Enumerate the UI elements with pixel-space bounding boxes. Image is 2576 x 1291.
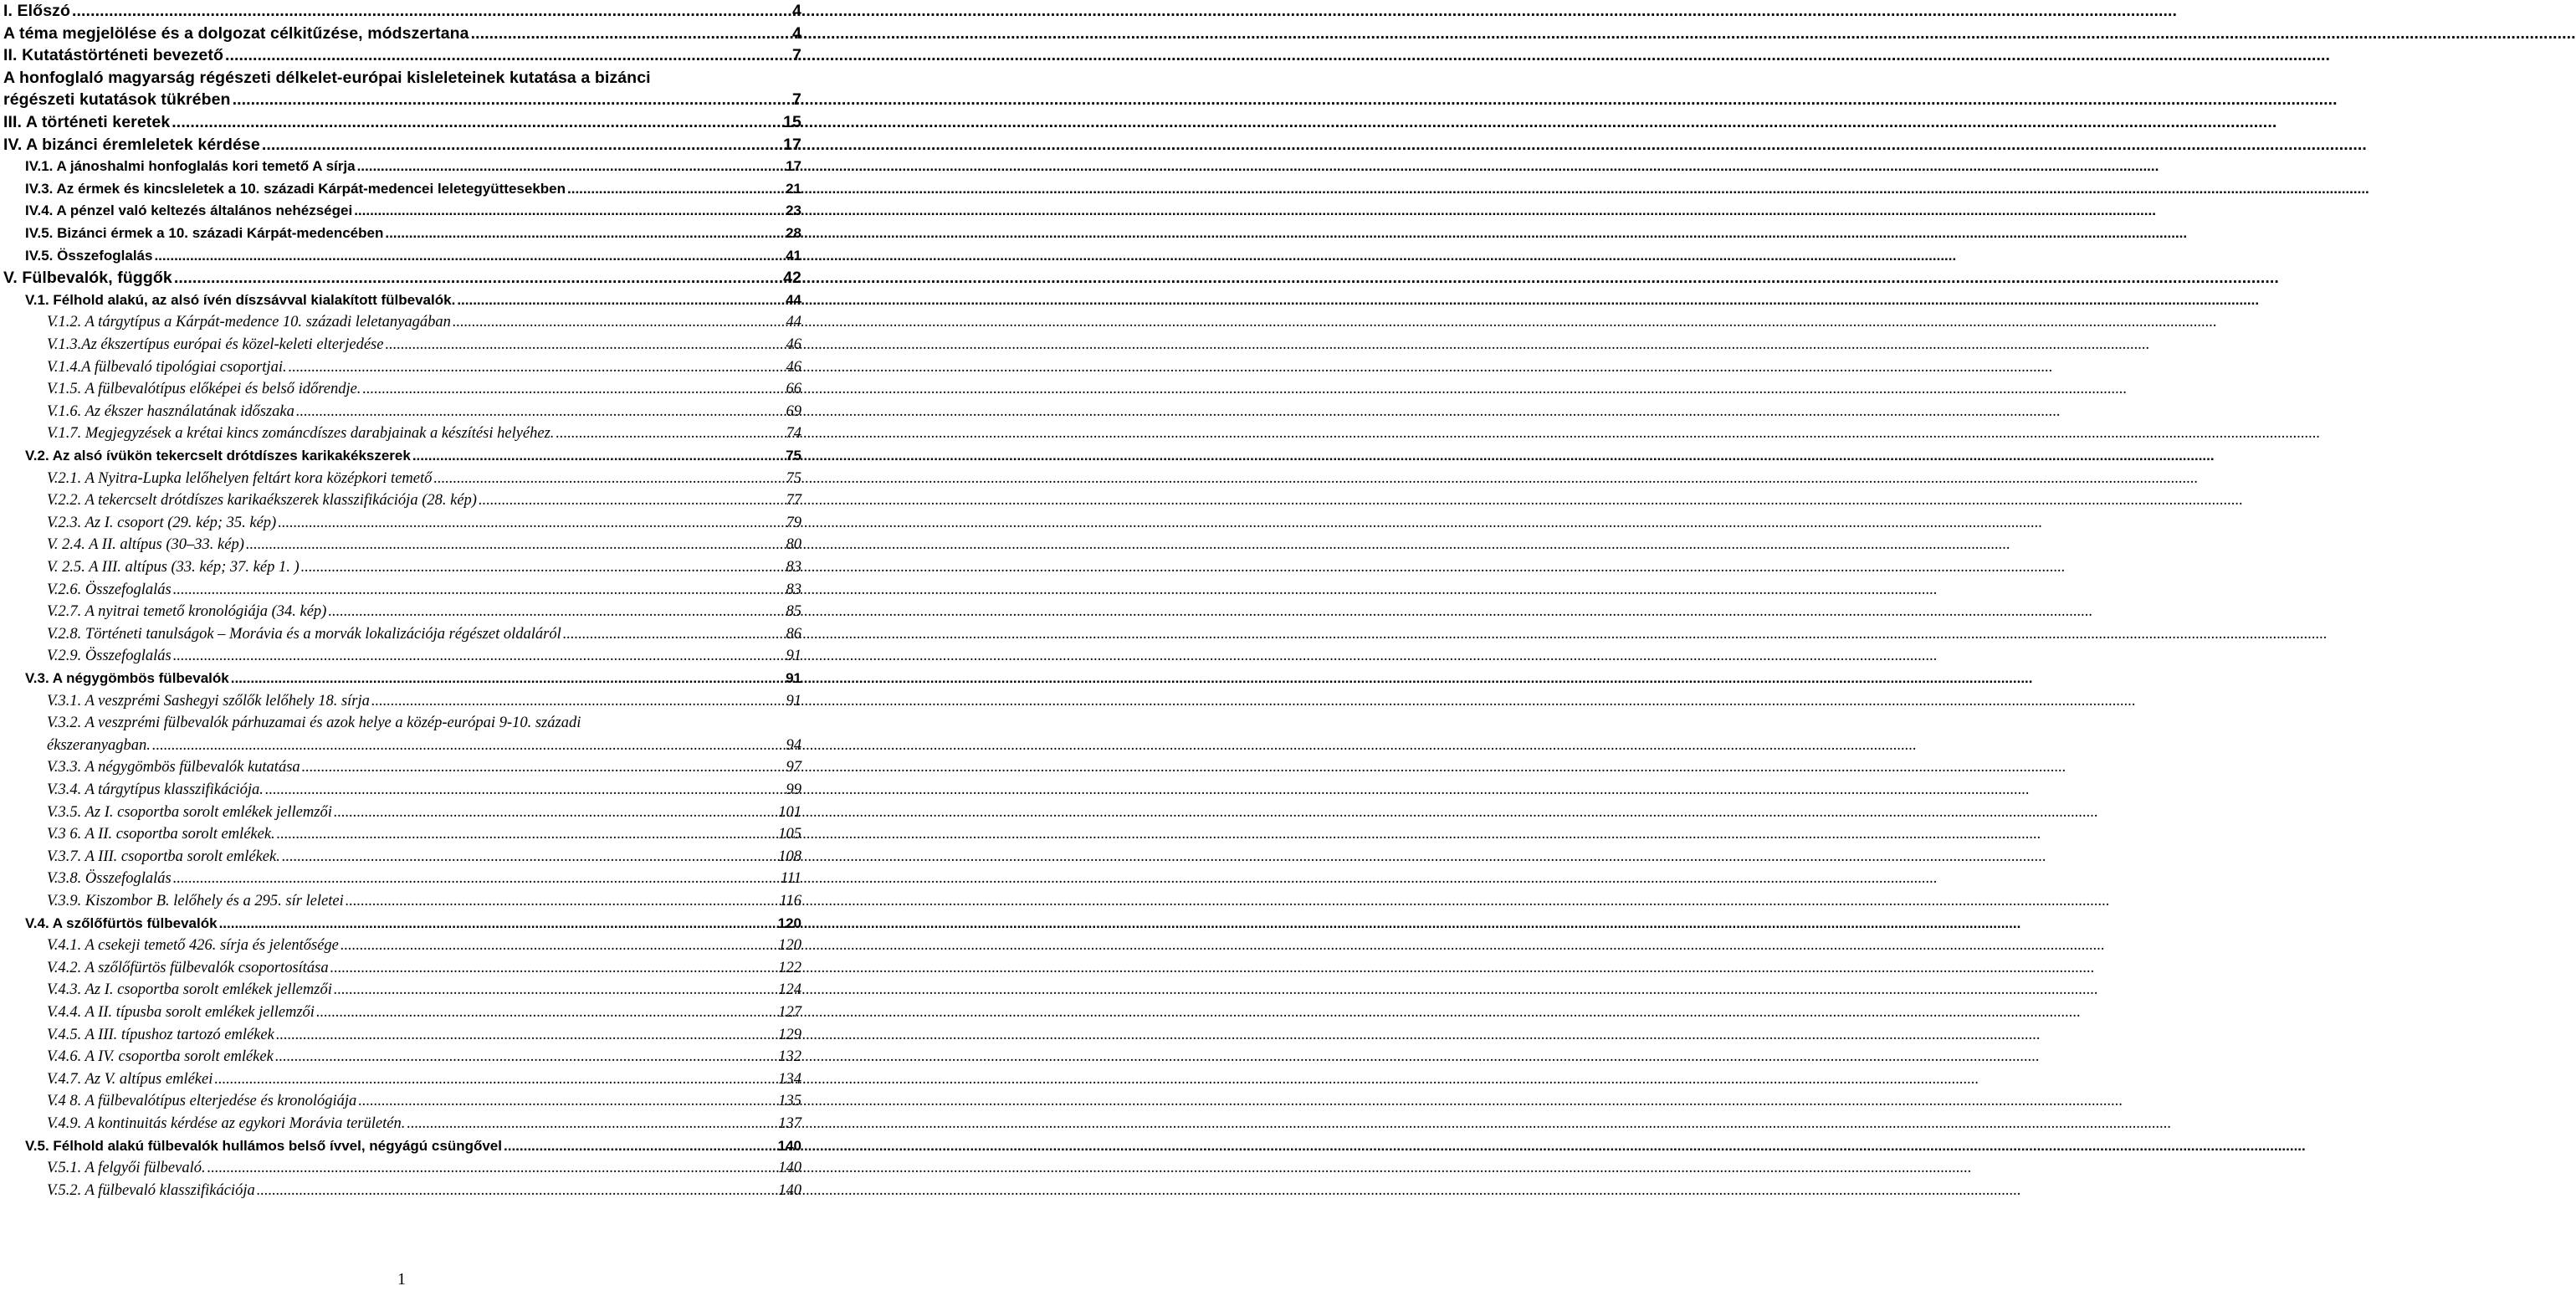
dot-leader (329, 959, 777, 977)
toc-entry[interactable] (0, 820, 803, 843)
toc-entry-title: III. A történeti keretek (3, 113, 171, 131)
toc-entry-page: 111 (780, 870, 801, 888)
toc-entry[interactable] (0, 464, 803, 488)
toc-entry[interactable] (0, 1043, 803, 1066)
dot-leader (502, 1137, 776, 1155)
toc-entry[interactable] (0, 530, 803, 554)
toc-entry[interactable] (0, 0, 803, 20)
toc-entry-page: 140 (777, 1137, 801, 1154)
toc-entry-page: 122 (778, 959, 801, 976)
toc-entry-page: 108 (778, 848, 801, 865)
dot-leader (276, 514, 784, 532)
toc-entry-title: V.4.4. A II. típusba sorolt emlékek jellemzői (47, 1004, 315, 1021)
toc-entry-title: A téma megjelölése és a dolgozat célkitűzése, módszertana (3, 23, 469, 43)
toc-entry-title: V.3.3. A négygömbös fülbevalók kutatása (47, 759, 300, 776)
toc-entry[interactable] (0, 1109, 803, 1133)
toc-entry-title: V.3.2. A veszprémi fülbevalók párhuzamai és azok helye a közép-európai 9-10. századi (47, 715, 581, 732)
toc-entry-title: V.1.4.A fülbevaló tipológiai csoportjai. (47, 358, 287, 376)
toc-entry-title-continuation: régészeti kutatások tükrében (3, 90, 231, 110)
dot-leader (218, 914, 776, 933)
dot-leader (213, 1070, 776, 1089)
toc-entry[interactable] (0, 175, 803, 198)
dot-leader (451, 313, 785, 331)
toc-entry[interactable] (0, 976, 803, 999)
toc-entry-page: 28 (786, 225, 801, 241)
toc-entry-title: V. Fülbevalók, függők (3, 269, 172, 288)
toc-entry-page: 41 (786, 247, 801, 264)
toc-entry-page: 127 (778, 1004, 801, 1021)
toc-entry[interactable] (0, 931, 803, 955)
toc-entry-title: IV. A bizánci éremleletek kérdése (3, 135, 260, 154)
toc-entry-title: V.3 6. A II. csoportba sorolt emlékek. (47, 826, 275, 843)
toc-entry-title: V.4.7. Az V. altípus emlékei (47, 1070, 213, 1088)
toc-entry-page: 4 (792, 23, 801, 43)
toc-entry-title: V.3.8. Összefoglalás (47, 870, 172, 888)
toc-entry[interactable] (0, 1021, 803, 1044)
toc-entry-page: 80 (786, 536, 801, 554)
toc-entry-title-continuation: ékszeranyagban. (47, 736, 151, 754)
toc-entry-page: 66 (786, 381, 801, 398)
toc-entry[interactable] (0, 1087, 803, 1110)
toc-entry-page: 46 (786, 358, 801, 376)
toc-entry[interactable] (0, 375, 803, 398)
toc-entry-page: 105 (778, 826, 801, 843)
toc-entry-page: 91 (786, 670, 801, 686)
toc-entry-title: V.2.6. Összefoglalás (47, 581, 172, 598)
toc-entry-page: 17 (786, 158, 801, 175)
toc-entry[interactable] (0, 776, 803, 799)
toc-entry[interactable] (0, 486, 803, 510)
toc-entry[interactable] (0, 286, 803, 310)
toc-entry[interactable] (0, 1132, 803, 1155)
toc-entry-page: 91 (786, 692, 801, 710)
toc-entry-page: 46 (786, 336, 801, 353)
toc-entry-title: V.3.5. Az I. csoportba sorolt emlékek jellemzői (47, 803, 332, 821)
dot-leader (356, 157, 785, 176)
toc-entry-title: I. Előszó (3, 2, 70, 20)
toc-entry-title: V.5.1. A felgyői fülbevaló. (47, 1160, 206, 1177)
toc-entry-page: 132 (778, 1048, 801, 1066)
toc-entry-page: 120 (777, 914, 801, 931)
toc-entry-page: 79 (786, 514, 801, 531)
toc-entry-title: V.4.5. A III. típushoz tartozó emlékek (47, 1026, 274, 1043)
toc-entry[interactable] (0, 308, 803, 331)
toc-entry-page: 7 (792, 46, 801, 65)
dot-leader (370, 692, 785, 710)
toc-entry-title: IV.4. A pénzel való keltezés általános nehézségei (25, 202, 353, 219)
toc-entry-page: 124 (778, 981, 801, 999)
toc-entry[interactable] (0, 553, 803, 576)
dot-leader (172, 869, 779, 888)
toc-entry-title: V.4.2. A szőlőfürtös fülbevalók csoportosítása (47, 959, 329, 976)
toc-entry-page: 17 (783, 135, 801, 154)
toc-entry-title: V.4.3. Az I. csoportba sorolt emlékek jellemzői (47, 981, 332, 999)
dot-leader (294, 402, 785, 421)
toc-entry-title: V.4. A szőlőfürtös fülbevalók (25, 914, 218, 931)
toc-entry-page: 85 (786, 603, 801, 621)
toc-entry-title: V.1.3.Az ékszertípus európai és közel-keleti elterjedése (47, 336, 384, 353)
toc-entry-title: V.3.4. A tárgytípus klasszifikációja. (47, 781, 264, 798)
dot-leader (172, 269, 781, 287)
toc-entry-page: 97 (786, 759, 801, 776)
toc-entry-page: 129 (778, 1026, 801, 1043)
toc-entry-title: V.3.9. Kiszombor B. lelőhely és a 295. sír leletei (47, 893, 344, 909)
toc-entry-title: IV.5. Összefoglalás (25, 247, 153, 264)
dot-leader (172, 581, 785, 599)
toc-entry[interactable] (0, 709, 803, 732)
dot-leader (477, 491, 785, 510)
dot-leader (152, 247, 784, 265)
toc-entry-title: V.1. Félhold alakú, az alsó ívén díszsávval kialakított fülbevalók. (25, 291, 456, 308)
toc-entry-title: V.1.7. Megjegyzések a krétai kincs zománcdíszes darabjainak a készítési helyéhez. (47, 425, 555, 443)
toc-entry-page: 86 (786, 625, 801, 643)
toc-entry[interactable] (0, 753, 803, 776)
toc-entry[interactable] (0, 1154, 803, 1177)
toc-entry[interactable] (0, 330, 803, 354)
toc-entry-page: 135 (778, 1093, 801, 1110)
toc-entry[interactable] (0, 242, 803, 265)
toc-entry[interactable] (0, 620, 803, 643)
dot-leader (280, 848, 776, 866)
toc-entry[interactable] (0, 509, 803, 532)
dot-leader (455, 291, 784, 310)
dot-leader (332, 803, 776, 822)
dot-leader (411, 447, 784, 465)
toc-entry[interactable] (0, 108, 803, 131)
toc-entry-page: 7 (792, 90, 801, 110)
dot-leader (274, 1048, 776, 1066)
toc-entry-title: V.2.7. A nyitrai temető kronológiája (34. kép) (47, 603, 327, 621)
toc-entry-page: 137 (778, 1115, 801, 1132)
toc-entry[interactable] (0, 642, 803, 665)
dot-leader (229, 669, 784, 688)
toc-entry-page: 140 (778, 1181, 801, 1199)
toc-entry[interactable] (0, 664, 803, 688)
toc-entry[interactable] (0, 131, 803, 154)
dot-leader (300, 758, 785, 776)
dot-leader (352, 202, 784, 220)
toc-entry[interactable] (0, 887, 803, 910)
toc-entry[interactable] (0, 864, 803, 888)
dot-leader (469, 24, 791, 43)
toc-entry-title: A honfoglaló magyarság régészeti délkelet-európai kisleleteinek kutatása a bizánci (3, 68, 651, 87)
toc-entry-title: V.3.7. A III. csoportba sorolt emlékek. (47, 848, 280, 865)
toc-entry-title: V.4.6. A IV. csoportba sorolt emlékek (47, 1048, 274, 1066)
toc-entry-page: 4 (792, 2, 801, 20)
dot-leader (151, 736, 785, 755)
toc-entry-page: 42 (783, 269, 801, 288)
toc-entry-title: V.3.1. A veszprémi Sashegyi szőlők lelőhely 18. sírja (47, 692, 370, 710)
toc-entry[interactable] (0, 19, 803, 43)
toc-entry[interactable] (0, 353, 803, 377)
toc-entry-title: IV.3. Az érmek és kincsleletek a 10. századi Kárpát-medencei leletegyüttesekben (25, 180, 566, 197)
dot-leader (554, 424, 784, 443)
toc-entry-page: 94 (786, 736, 801, 754)
toc-entry-title: V.5.2. A fülbevaló klasszifikációja (47, 1181, 255, 1199)
toc-entry-page: 75 (786, 469, 801, 487)
dot-leader (405, 1114, 776, 1133)
toc-entry-title: V.2.1. A Nyitra-Lupka lelőhelyen feltárt kora középkori temető (47, 469, 433, 487)
toc-entry[interactable] (0, 41, 803, 64)
toc-entry-page: 91 (786, 648, 801, 665)
toc-entry[interactable] (0, 442, 803, 465)
toc-entry-page: 23 (786, 202, 801, 219)
toc-entry[interactable] (0, 576, 803, 599)
toc-entry-continuation[interactable] (0, 85, 803, 109)
dot-leader (170, 113, 781, 131)
toc-entry-page: 101 (778, 803, 801, 821)
dot-leader (223, 46, 791, 64)
dot-leader (206, 1159, 777, 1177)
dot-leader (300, 558, 785, 576)
toc-entry[interactable] (0, 1065, 803, 1089)
toc-entry[interactable] (0, 419, 803, 443)
toc-entry-title: V.2.8. Történeti tanulságok – Morávia és a morvák lokalizációja régészet oldaláról (47, 625, 561, 643)
toc-entry-title: V.4.1. A csekeji temető 426. sírja és jelentősége (47, 937, 339, 955)
toc-entry[interactable] (0, 998, 803, 1022)
toc-entry-page: 77 (786, 492, 801, 510)
dot-leader (383, 224, 784, 243)
dot-leader (432, 469, 784, 488)
dot-leader (361, 380, 784, 398)
toc-entry-title: V.1.6. Az ékszer használatának időszaka (47, 402, 294, 420)
toc-entry-page: 116 (779, 893, 801, 909)
toc-entry-title: V.2.3. Az I. csoport (29. kép; 35. kép) (47, 514, 277, 531)
dot-leader (172, 647, 785, 665)
dot-leader (264, 781, 785, 799)
dot-leader (339, 936, 776, 955)
toc-entry-title: IV.1. A jánoshalmi honfoglalás kori temető A sírja (25, 158, 356, 175)
toc-entry[interactable] (0, 798, 803, 822)
dot-leader (274, 1026, 776, 1044)
toc-entry-title: V.4.9. A kontinuitás kérdése az egykori Morávia területén. (47, 1115, 406, 1132)
toc-entry[interactable] (0, 219, 803, 243)
toc-entry-page: 83 (786, 559, 801, 576)
toc-entry-title: V.1.2. A tárgytípus a Kárpát-medence 10. századi leletanyagában (47, 314, 451, 331)
toc-entry-title: V.3. A négygömbös fülbevalók (25, 670, 229, 686)
toc-entry-title: V.2.9. Összefoglalás (47, 648, 172, 665)
toc-entry-page: 44 (786, 314, 801, 331)
toc-entry[interactable] (0, 954, 803, 977)
toc-entry-continuation[interactable] (0, 731, 803, 755)
toc-entry-page: 75 (786, 448, 801, 464)
toc-entry[interactable] (0, 397, 803, 421)
dot-leader (244, 535, 785, 554)
toc-entry-title: V.2. Az alsó ívükön tekercselt drótdíszes karikakékszerek (25, 448, 411, 464)
dot-leader (275, 825, 777, 843)
toc-entry[interactable] (0, 597, 803, 621)
toc-entry-page: 15 (783, 113, 801, 131)
toc-entry-page: 21 (786, 180, 801, 197)
page-number: 1 (397, 1270, 406, 1288)
dot-leader (255, 1181, 777, 1200)
dot-leader (326, 602, 784, 621)
toc-entry[interactable] (0, 264, 803, 287)
toc-entry-page: 99 (786, 781, 801, 798)
dot-leader (344, 892, 778, 910)
toc-entry-title: V.5. Félhold alakú fülbevalók hullámos belső ívvel, négyágú csüngővel (25, 1137, 502, 1154)
toc-entry[interactable] (0, 197, 803, 220)
toc-entry-page: 134 (778, 1070, 801, 1088)
dot-leader (231, 90, 791, 109)
dot-leader (70, 2, 791, 20)
toc-entry-page: 44 (786, 291, 801, 308)
toc-entry-page: 140 (778, 1160, 801, 1177)
toc-entry[interactable] (0, 843, 803, 866)
toc-entry-page: 83 (786, 581, 801, 598)
toc-entry-title: V.1.5. A fülbevalótípus előképei és belső időrendje. (47, 381, 361, 398)
toc-entry-title: V. 2.5. A III. altípus (33. kép; 37. kép 1. ) (47, 559, 300, 576)
toc-entry-page: 69 (786, 402, 801, 420)
toc-entry-title: IV.5. Bizánci érmek a 10. századi Kárpát-medencében (25, 225, 384, 241)
toc-entry-page: 74 (786, 425, 801, 443)
dot-leader (566, 180, 784, 198)
toc-entry-title: II. Kutatástörténeti bevezető (3, 46, 223, 65)
toc-entry[interactable] (0, 1176, 803, 1200)
toc-entry[interactable] (0, 152, 803, 176)
dot-leader (561, 625, 785, 643)
toc-entry-title: V. 2.4. A II. altípus (30–33. kép) (47, 536, 244, 554)
toc-entry[interactable] (0, 687, 803, 710)
dot-leader (356, 1092, 776, 1110)
dot-leader (315, 1003, 776, 1022)
toc-entry[interactable] (0, 64, 803, 87)
toc-entry-page: 120 (778, 937, 801, 955)
dot-leader (287, 358, 785, 377)
dot-leader (383, 336, 784, 354)
toc-entry[interactable] (0, 909, 803, 933)
toc-entry-title: V.2.2. A tekercselt drótdíszes karikaékszerek klasszifikációja (28. kép) (47, 492, 477, 510)
dot-leader (260, 136, 781, 154)
toc-entry-title: V.4 8. A fülbevalótípus elterjedése és kronológiája (47, 1093, 357, 1110)
dot-leader (332, 981, 776, 999)
